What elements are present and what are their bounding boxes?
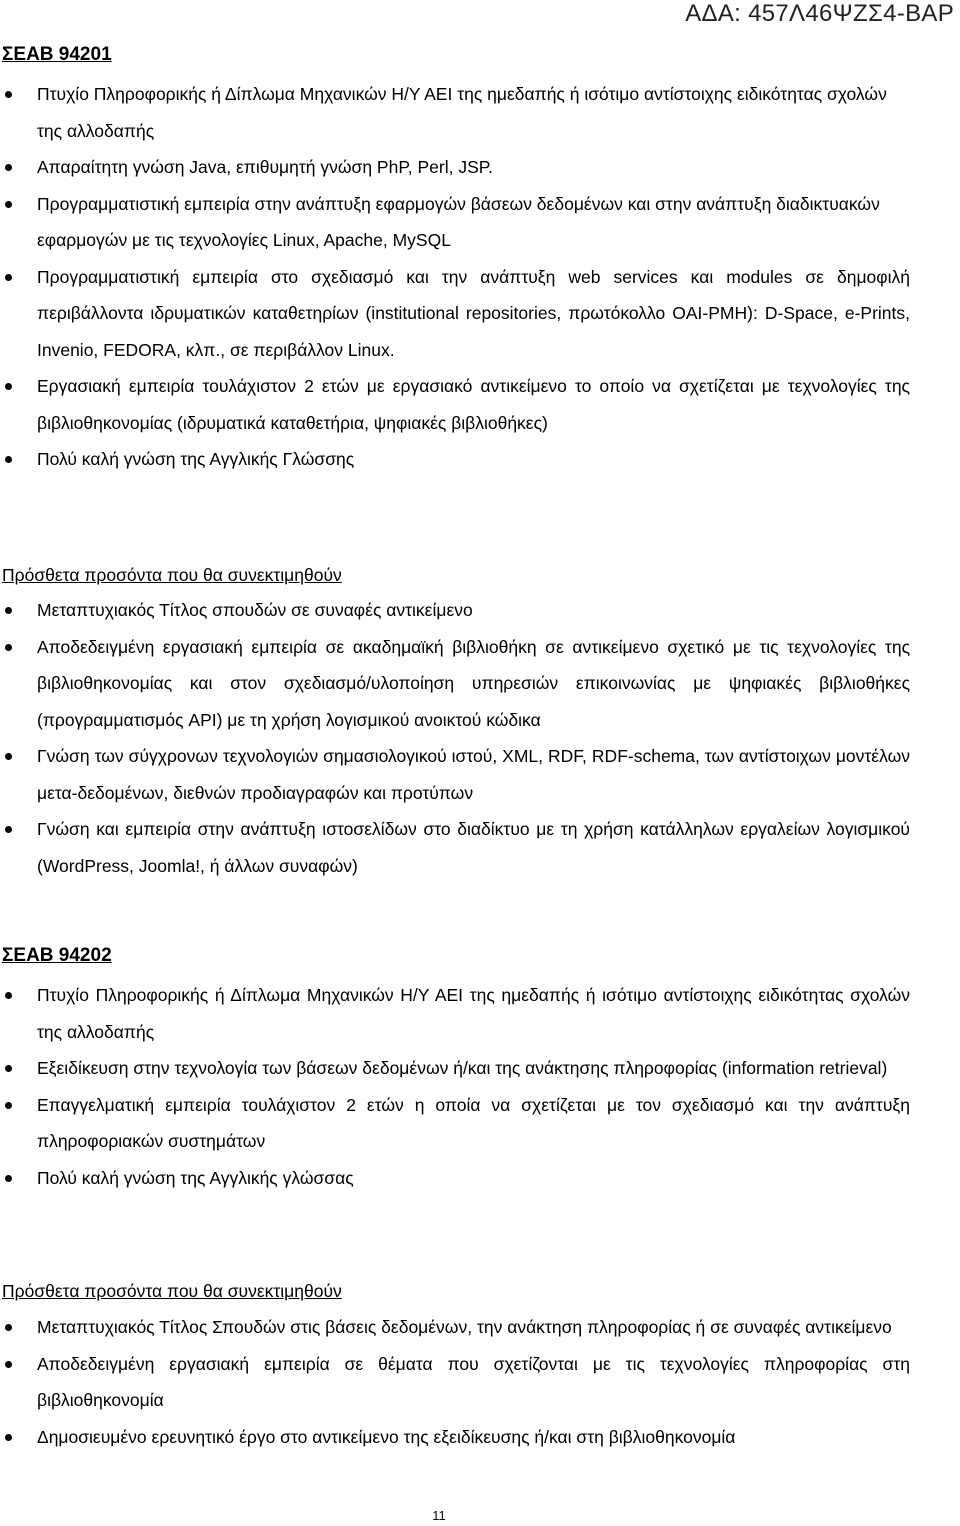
bullet-icon bbox=[5, 1102, 12, 1109]
bullet-icon bbox=[5, 91, 12, 98]
list-item bbox=[0, 738, 910, 811]
bullet-icon bbox=[5, 607, 12, 614]
bullet-icon bbox=[5, 1324, 12, 1331]
list-item-text: Πτυχίο Πληροφορικής ή Δίπλωμα Μηχανικών Η/Υ ΑΕΙ της ημεδαπής ή ισότιμο αντίστοιχης ειδικότητας σχολών της αλλοδαπής bbox=[37, 84, 887, 141]
list-item-text: Μεταπτυχιακός Τίτλος σπουδών σε συναφές αντικείμενο bbox=[37, 600, 473, 620]
bullet-icon bbox=[5, 383, 12, 390]
bullet-icon bbox=[5, 164, 12, 171]
requirements-list-94201 bbox=[0, 76, 910, 478]
list-item-text: Προγραμματιστική εμπειρία στο σχεδιασμό και την ανάπτυξη web services και modules σε δημοφιλή περιβάλλοντα ιδρυματικών καταθετηρίων (institutional repositories, πρωτόκολλο OAI-PMH): D-Space, e-Prints, Invenio, FEDORA, κλπ., σε περιβάλλον Linux. bbox=[37, 266, 910, 360]
list-item-text: Εξειδίκευση στην τεχνολογία των βάσεων δεδομένων ή/και της ανάκτησης πληροφορίας (information retrieval) bbox=[37, 1058, 888, 1078]
list-item bbox=[0, 259, 910, 369]
bullet-icon bbox=[5, 1361, 12, 1368]
list-item bbox=[0, 1087, 910, 1160]
list-item-text: Εργασιακή εμπειρία τουλάχιστον 2 ετών με εργασιακό αντικείμενο το οποίο να σχετίζεται με τεχνολογίες της βιβλιοθηκονομίας (ιδρυματικά καταθετήρια, ψηφιακές βιβλιοθήκες) bbox=[37, 376, 910, 433]
list-item bbox=[0, 149, 910, 186]
list-item-text: Γνώση και εμπειρία στην ανάπτυξη ιστοσελίδων στο διαδίκτυο με τη χρήση κατάλληλων εργαλείων λογισμικού (WordPress, Joomla!, ή άλλων συναφών) bbox=[37, 819, 910, 876]
list-item bbox=[0, 1309, 910, 1346]
list-item bbox=[0, 186, 910, 259]
bullet-icon bbox=[5, 1434, 12, 1441]
list-item-text: Προγραμματιστική εμπειρία στην ανάπτυξη εφαρμογών βάσεων δεδομένων και στην ανάπτυξη διαδικτυακών εφαρμογών με τις τεχνολογίες Linux, Apache, MySQL bbox=[37, 193, 880, 250]
list-item-text: Μεταπτυχιακός Τίτλος Σπουδών στις βάσεις δεδομένων, την ανάκτηση πληροφορίας ή σε συναφές αντικείμενο bbox=[37, 1317, 892, 1337]
bullet-icon bbox=[5, 274, 12, 281]
bullet-icon bbox=[5, 753, 12, 760]
list-item bbox=[0, 76, 910, 149]
list-item bbox=[0, 1346, 910, 1419]
list-item-text: Απαραίτητη γνώση Java, επιθυμητή γνώση PhP, Perl, JSP. bbox=[37, 157, 494, 177]
list-item-text: Αποδεδειγμένη εργασιακή εμπειρία σε ακαδημαϊκή βιβλιοθήκη σε αντικείμενο σχετικό με τις τεχνολογίες της βιβλιοθηκονομίας και στον σχεδιασμό/υλοποίηση υπηρεσιών επικοινωνίας με ψηφιακές βιβλιοθήκες (προγραμματισμός API) με τη χρήση λογισμικού ανοικτού κώδικα bbox=[37, 636, 910, 730]
additional-list-94202 bbox=[0, 1309, 910, 1455]
bullet-icon bbox=[5, 1175, 12, 1182]
additional-title-94202: Πρόσθετα προσόντα που θα συνεκτιμηθούν bbox=[2, 1281, 342, 1301]
section-title-94202: ΣΕΑΒ 94202 bbox=[2, 945, 112, 966]
list-item-text: Επαγγελματική εμπειρία τουλάχιστον 2 ετών η οποία να σχετίζεται με τον σχεδιασμό και την ανάπτυξη πληροφοριακών συστημάτων bbox=[37, 1094, 910, 1151]
additional-list-94201 bbox=[0, 592, 910, 884]
bullet-icon bbox=[5, 456, 12, 463]
list-item-text: Γνώση των σύγχρονων τεχνολογιών σημασιολογικού ιστού, XML, RDF, RDF-schema, των αντίστοιχων μοντέλων μετα-δεδομένων, διεθνών προδιαγραφών και προτύπων bbox=[37, 746, 910, 803]
list-item bbox=[0, 811, 910, 884]
list-item bbox=[0, 977, 910, 1050]
section-title-94201: ΣΕΑΒ 94201 bbox=[2, 44, 112, 65]
list-item-text: Πτυχίο Πληροφορικής ή Δίπλωμα Μηχανικών Η/Υ ΑΕΙ της ημεδαπής ή ισότιμο αντίστοιχης ειδικότητας σχολών της αλλοδαπής bbox=[37, 985, 910, 1042]
list-item-text: Πολύ καλή γνώση της Αγγλικής Γλώσσης bbox=[37, 449, 355, 469]
ada-code: ΑΔΑ: 457Λ46ΨΖΣ4-ΒΑΡ bbox=[685, 0, 954, 27]
list-item bbox=[0, 592, 910, 629]
list-item-text: Δημοσιευμένο ερευνητικό έργο στο αντικείμενο της εξειδίκευσης ή/και στη βιβλιοθηκονομία bbox=[37, 1426, 736, 1447]
bullet-icon bbox=[5, 992, 12, 999]
list-item-text: Πολύ καλή γνώση της Αγγλικής γλώσσας bbox=[37, 1167, 354, 1188]
page-number: 11 bbox=[432, 1508, 446, 1523]
list-item-text: Αποδεδειγμένη εργασιακή εμπειρία σε θέματα που σχετίζονται με τις τεχνολογίες πληροφορίας στη βιβλιοθηκονομία bbox=[37, 1353, 910, 1410]
bullet-icon bbox=[5, 644, 12, 651]
bullet-icon bbox=[5, 201, 12, 208]
list-item bbox=[0, 441, 910, 478]
additional-title-94201: Πρόσθετα προσόντα που θα συνεκτιμηθούν bbox=[2, 565, 342, 585]
list-item bbox=[0, 1050, 910, 1087]
list-item bbox=[0, 368, 910, 441]
bullet-icon bbox=[5, 1065, 12, 1072]
list-item bbox=[0, 629, 910, 739]
list-item bbox=[0, 1160, 910, 1197]
list-item bbox=[0, 1419, 910, 1456]
requirements-list-94202 bbox=[0, 977, 910, 1196]
bullet-icon bbox=[5, 826, 12, 833]
